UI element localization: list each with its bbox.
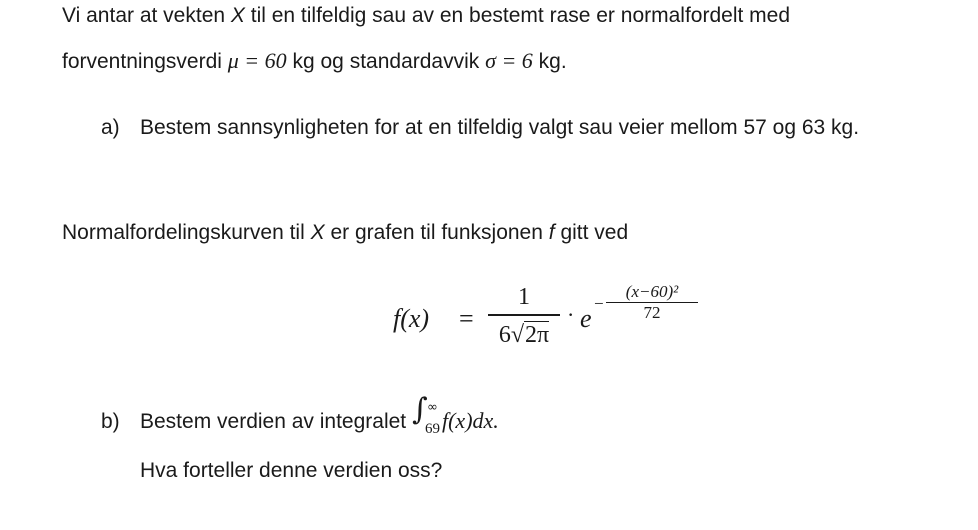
question-a (101, 115, 859, 141)
intro-text: kg. (532, 50, 567, 73)
integral-icon: ∫ (411, 392, 428, 427)
formula-numerator: 1 (518, 284, 530, 310)
integral-upper-limit: ∞ (426, 400, 438, 415)
question-b-label: b) (101, 410, 120, 433)
question-b-followup: Hva forteller denne verdien oss? (140, 459, 443, 482)
formula-denominator (488, 320, 560, 350)
exponent-numerator: (x−60)² (625, 282, 679, 301)
curve-intro-text: gitt ved (554, 221, 629, 244)
curve-intro-text: er grafen til funksjonen (324, 221, 549, 244)
intro-text: forventningsverdi (62, 50, 228, 73)
intro-text: kg og standardavvik (286, 50, 486, 73)
variable-f: f (548, 221, 555, 244)
mu-expression: μ = 60 (227, 48, 287, 73)
formula-base-e: e (580, 304, 592, 333)
question-b-text: Bestem verdien av integralet (140, 410, 412, 433)
question-a-text: Bestem sannsynligheten for at en tilfeldig valgt sau veier mellom 57 og 63 kg. (140, 116, 860, 139)
intro-line-2 (62, 48, 567, 75)
sqrt-icon: √ (510, 321, 525, 348)
integral-lower-limit: 69 (424, 421, 440, 437)
question-a-label: a) (101, 116, 120, 139)
fraction-bar (488, 314, 560, 316)
integrand: f(x)dx. (441, 408, 499, 433)
intro-text: Vi antar at vekten (62, 4, 231, 27)
variable-x: X (230, 4, 245, 27)
denominator-coefficient: 6 (498, 321, 511, 348)
curve-intro (62, 220, 628, 246)
exponent-fraction (606, 282, 698, 322)
denominator-radicand: 2π (525, 321, 550, 348)
formula-lhs: f(x) (393, 304, 430, 333)
intro-line-1 (62, 3, 790, 29)
curve-intro-text: Normalfordelingskurven til (62, 221, 311, 244)
normal-density-formula (393, 282, 713, 362)
formula-fraction (488, 282, 560, 350)
formula-dot: · (567, 302, 575, 327)
intro-text: til en tilfeldig sau av en bestemt rase er normalfordelt med (244, 4, 791, 27)
variable-x: X (310, 221, 325, 244)
exponent-denominator: 72 (643, 303, 661, 323)
question-b (101, 392, 499, 437)
integral-sign (411, 392, 442, 437)
formula-equals: = (459, 304, 474, 333)
exponent-sign: − (594, 294, 604, 313)
sigma-expression: σ = 6 (485, 48, 533, 73)
